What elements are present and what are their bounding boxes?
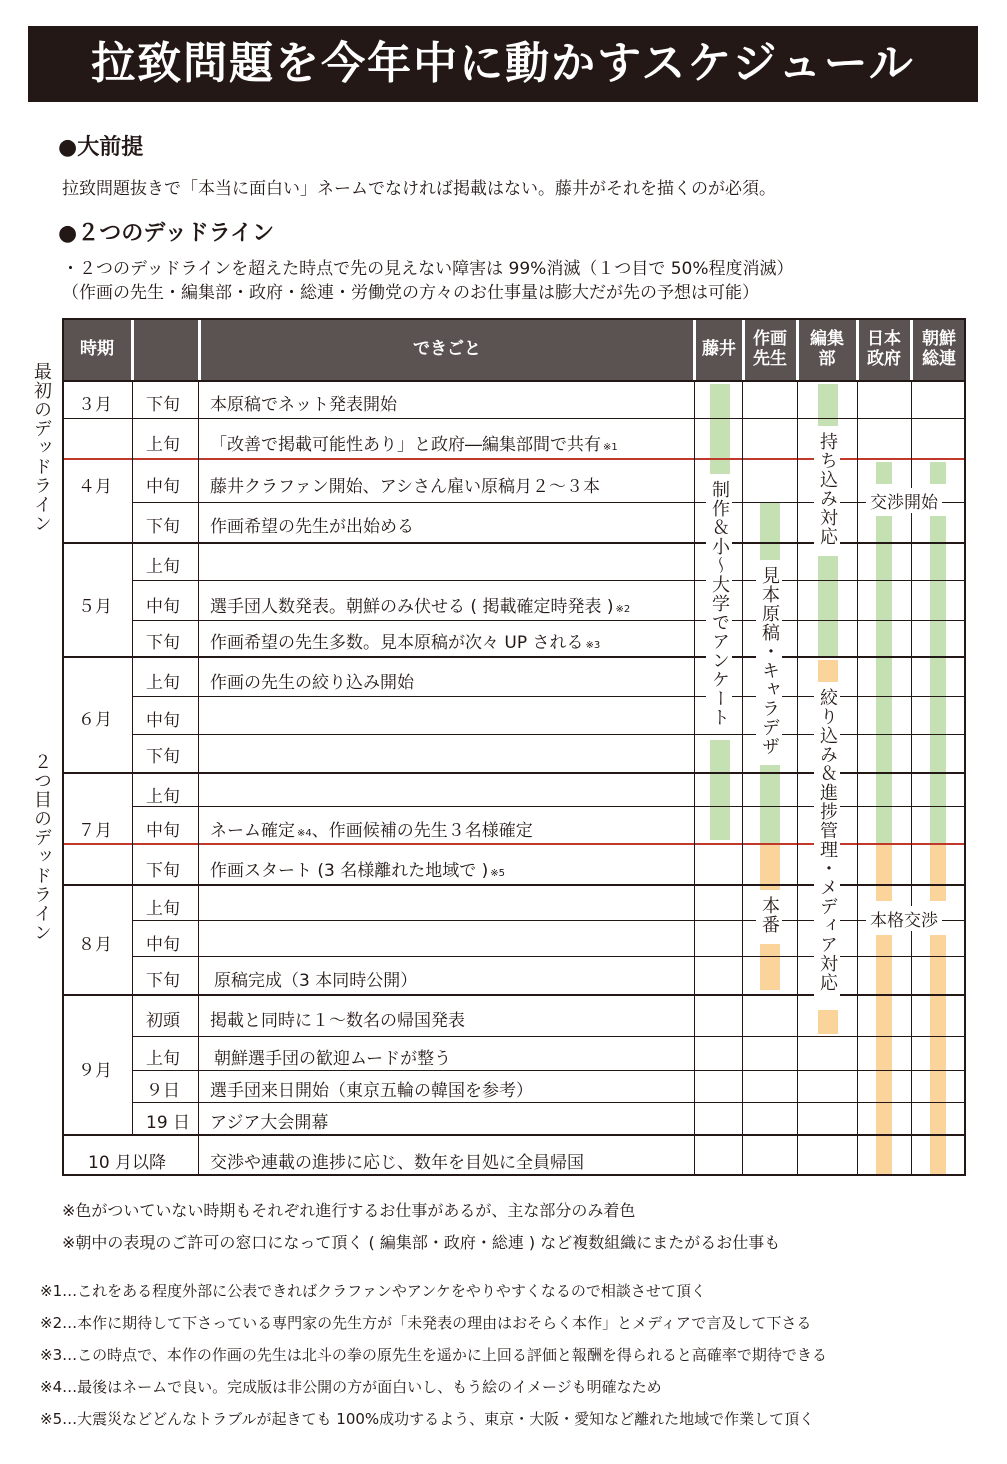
month-label: ６月 xyxy=(78,710,112,730)
sub-period: 下旬 xyxy=(146,861,180,881)
sub-period: 下旬 xyxy=(146,517,180,537)
second-deadline-label: ２つ目のデッドライン xyxy=(31,752,52,942)
event-text: 本原稿でネット発表開始 xyxy=(210,395,397,415)
event-text: 選手団来日開始（東京五輪の韓国を参考） xyxy=(210,1081,533,1101)
first-deadline-label: 最初のデッドライン xyxy=(31,362,52,533)
sub-period: 中旬 xyxy=(146,597,180,617)
sub-period: 中旬 xyxy=(146,821,180,841)
month-label: ４月 xyxy=(78,477,112,497)
footnote: ※4…最後はネームで良い。完成版は非公開の方が面白いし、もう絵のイメージも明確なため xyxy=(40,1378,662,1396)
sub-period: 下旬 xyxy=(146,395,180,415)
event-text: 作画の先生の絞り込み開始 xyxy=(210,673,414,693)
event-text: 藤井クラファン開始、アシさん雇い原稿月２～３本 xyxy=(210,477,600,497)
sub-period: 上旬 xyxy=(146,435,180,455)
header-artist-l2: 先生 xyxy=(753,349,787,369)
sub-period: 上旬 xyxy=(146,557,180,577)
sub-period: 上旬 xyxy=(146,1049,180,1069)
event-text: アジア大会開幕 xyxy=(210,1113,329,1133)
footnote: ※3…この時点で、本作の作画の先生は北斗の拳の原先生を遥かに上回る評価と報酬を得られると高確率で期待できる xyxy=(40,1346,827,1364)
month-label: ３月 xyxy=(78,395,112,415)
month-label: ９月 xyxy=(78,1061,112,1081)
note-2: ※朝中の表現のご許可の窓口になって頂く ( 編集部・政府・総連 ) など複数組織にまたがるお仕事も xyxy=(62,1233,781,1252)
artist-label-2: 本番 xyxy=(756,892,782,938)
event-text: 掲載と同時に１～数名の帰国発表 xyxy=(210,1011,465,1031)
sub-period: 中旬 xyxy=(146,935,180,955)
header-editor-l2: 部 xyxy=(818,349,836,369)
gov-label-2: 本格交渉 xyxy=(866,906,942,931)
page-title: 拉致問題を今年中に動かすスケジュール xyxy=(28,26,978,102)
header-editor-l1: 編集 xyxy=(810,329,844,349)
event-text: 選手団人数発表。朝鮮のみ伏せる ( 掲載確定時発表 ) ※2 xyxy=(210,597,631,617)
deadlines-heading: ●２つのデッドライン xyxy=(58,221,275,246)
sub-period: 下旬 xyxy=(146,747,180,767)
deadlines-line1: ・２つのデッドラインを超えた時点で先の見えない障害は 99%消滅（１つ目で 50%程度消滅） xyxy=(62,259,794,279)
event-text: 作画希望の先生多数。見本原稿が次々 UP される ※3 xyxy=(210,633,601,653)
header-artist-l1: 作画 xyxy=(753,329,787,349)
sub-period: 上旬 xyxy=(146,787,180,807)
header-japan-l1: 日本 xyxy=(867,329,901,349)
premise-text: 拉致問題抜きで「本当に面白い」ネームでなければ掲載はない。藤井がそれを描くのが必須。 xyxy=(62,179,776,199)
month-label: ８月 xyxy=(78,935,112,955)
sub-period: 下旬 xyxy=(146,633,180,653)
header-fujii: 藤井 xyxy=(702,339,736,359)
event-text: 朝鮮選手団の歓迎ムードが整う xyxy=(214,1049,452,1069)
event-text: 作画スタート (3 名様離れた地域で ) ※5 xyxy=(210,861,506,881)
sub-period: ９日 xyxy=(146,1081,180,1101)
header-japan-l2: 政府 xyxy=(867,349,901,369)
footnote: ※5…大震災などどんなトラブルが起きても 100%成功するよう、東京・大阪・愛知など離れた地域で作業して頂く xyxy=(40,1410,815,1428)
event-text: 作画希望の先生が出始める xyxy=(210,517,414,537)
sub-period: 初頭 xyxy=(146,1011,180,1031)
event-text: ネーム確定 ※4、作画候補の先生３名様確定 xyxy=(210,821,533,841)
sub-period: 中旬 xyxy=(146,711,180,731)
sub-period: 上旬 xyxy=(146,899,180,919)
premise-heading: ●大前提 xyxy=(58,135,144,160)
footnote: ※1…これをある程度外部に公表できればクラファンやアンケをやりやすくなるので相談させて頂く xyxy=(40,1282,706,1300)
artist-label-1: 見本原稿・キャラデザ xyxy=(756,562,782,760)
header-chosen-l2: 総連 xyxy=(922,349,956,369)
month-label: 10 月以降 xyxy=(88,1153,167,1173)
note-1: ※色がついていない時期もそれぞれ進行するお仕事があるが、主な部分のみ着色 xyxy=(62,1201,636,1220)
sub-period: 19 日 xyxy=(146,1113,191,1133)
sub-period: 中旬 xyxy=(146,477,180,497)
editor-label-2: 絞り込み＆進捗管理・メディア対応 xyxy=(814,684,840,996)
footnote: ※2…本作に期待して下さっている専門家の先生方が「未発表の理由はおそらく本作」とメディアで言及して下さる xyxy=(40,1314,812,1332)
editor-label-1: 持ち込み対応 xyxy=(814,428,840,550)
sub-period: 上旬 xyxy=(146,673,180,693)
month-label: ７月 xyxy=(78,821,112,841)
fujii-label: 制作＆小～大学でアンケート xyxy=(706,476,732,731)
event-text: 原稿完成（3 本同時公開） xyxy=(214,971,418,991)
gov-label-1: 交渉開始 xyxy=(866,488,942,513)
event-text: 「改善で掲載可能性あり」と政府―編集部間で共有 ※1 xyxy=(210,435,618,455)
sub-period: 下旬 xyxy=(146,971,180,991)
deadlines-line2: （作画の先生・編集部・政府・総連・労働党の方々のお仕事量は膨大だが先の予想は可能） xyxy=(62,283,759,303)
header-event: できごと xyxy=(413,339,481,359)
header-period: 時期 xyxy=(80,339,114,359)
event-text: 交渉や連載の進捗に応じ、数年を目処に全員帰国 xyxy=(210,1153,584,1173)
month-label: ５月 xyxy=(78,597,112,617)
header-chosen-l1: 朝鮮 xyxy=(922,329,956,349)
